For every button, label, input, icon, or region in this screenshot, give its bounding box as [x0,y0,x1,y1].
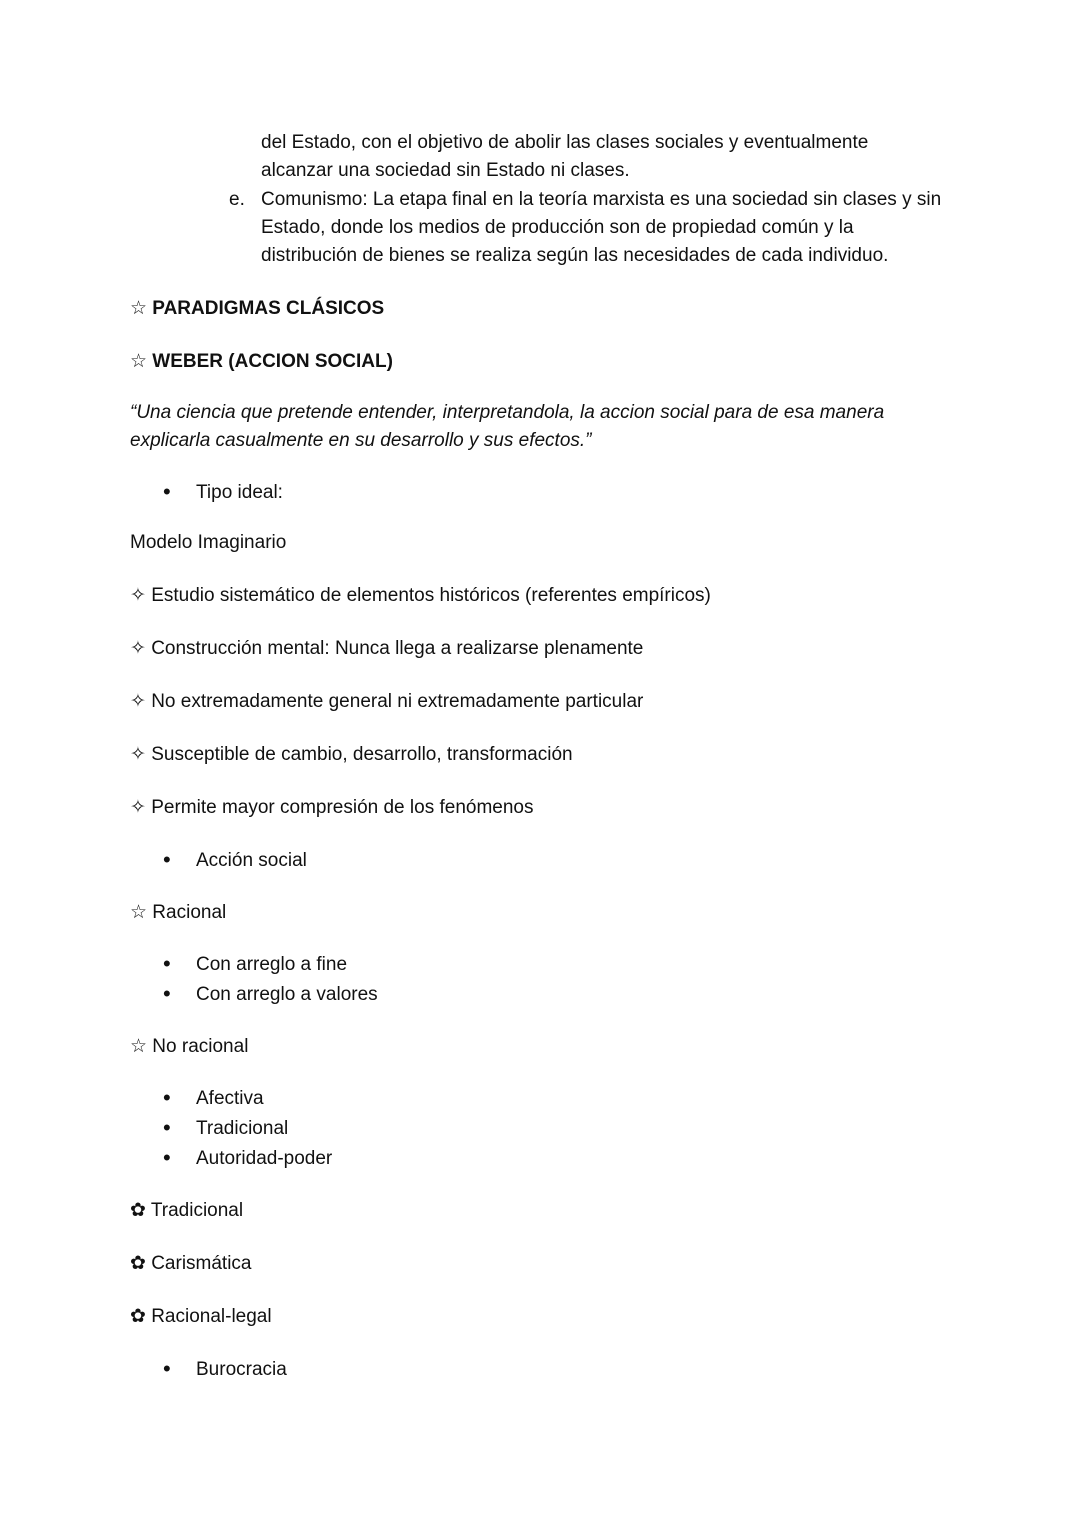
feature-item: ✧ Susceptible de cambio, desarrollo, transformación [130,744,573,765]
bullet-item: Autoridad-poder [196,1148,333,1169]
heading-paradigmas-clasicos: ☆ PARADIGMAS CLÁSICOS [130,298,385,319]
bullet-icon: • [163,1085,171,1110]
authority-type: ✿ Racional-legal [130,1306,272,1327]
text-line: Estado, donde los medios de producción son de propiedad común y la [261,217,854,238]
text-line: “Una ciencia que pretende entender, interpretandola, la accion social para de esa manera [130,402,885,423]
feature-item: ✧ Permite mayor compresión de los fenómenos [130,797,534,818]
bullet-icon: • [163,1115,171,1140]
text-line: Comunismo: La etapa final en la teoría marxista es una sociedad sin clases y sin [261,189,942,210]
feature-item: ✧ Construcción mental: Nunca llega a realizarse plenamente [130,638,644,659]
bullet-icon: • [163,1145,171,1170]
continued-list-item [261,129,868,185]
text-line: distribución de bienes se realiza según las necesidades de cada individuo. [261,245,889,266]
text-line: del Estado, con el objetivo de abolir las clases sociales y eventualmente [261,132,869,153]
text-line: explicarla casualmente en su desarrollo y sus efectos.” [130,430,592,451]
bullet-burocracia: Burocracia [196,1359,287,1380]
bullet-icon: • [163,981,171,1006]
authority-type: ✿ Tradicional [130,1200,244,1221]
bullet-item: Afectiva [196,1088,264,1109]
label-no-racional: ☆ No racional [130,1036,249,1057]
bullet-icon: • [163,951,171,976]
list-item-comunismo [261,186,941,270]
bullet-accion-social: Acción social [196,850,307,871]
bullet-tipo-ideal: Tipo ideal: [196,482,283,503]
authority-type: ✿ Carismática [130,1253,252,1274]
bullet-icon: • [163,479,171,504]
bullet-item: Con arreglo a fine [196,954,348,975]
bullet-icon: • [163,847,171,872]
bullet-item: Tradicional [196,1118,289,1139]
modelo-imaginario: Modelo Imaginario [130,532,287,553]
list-marker-e: e. [229,189,245,210]
weber-quote [130,399,884,455]
heading-weber: ☆ WEBER (ACCION SOCIAL) [130,351,393,372]
bullet-item: Con arreglo a valores [196,984,378,1005]
bullet-icon: • [163,1356,171,1381]
feature-item: ✧ No extremadamente general ni extremadamente particular [130,691,644,712]
feature-item: ✧ Estudio sistemático de elementos históricos (referentes empíricos) [130,585,711,606]
label-racional: ☆ Racional [130,902,227,923]
text-line: alcanzar una sociedad sin Estado ni clases. [261,160,630,181]
